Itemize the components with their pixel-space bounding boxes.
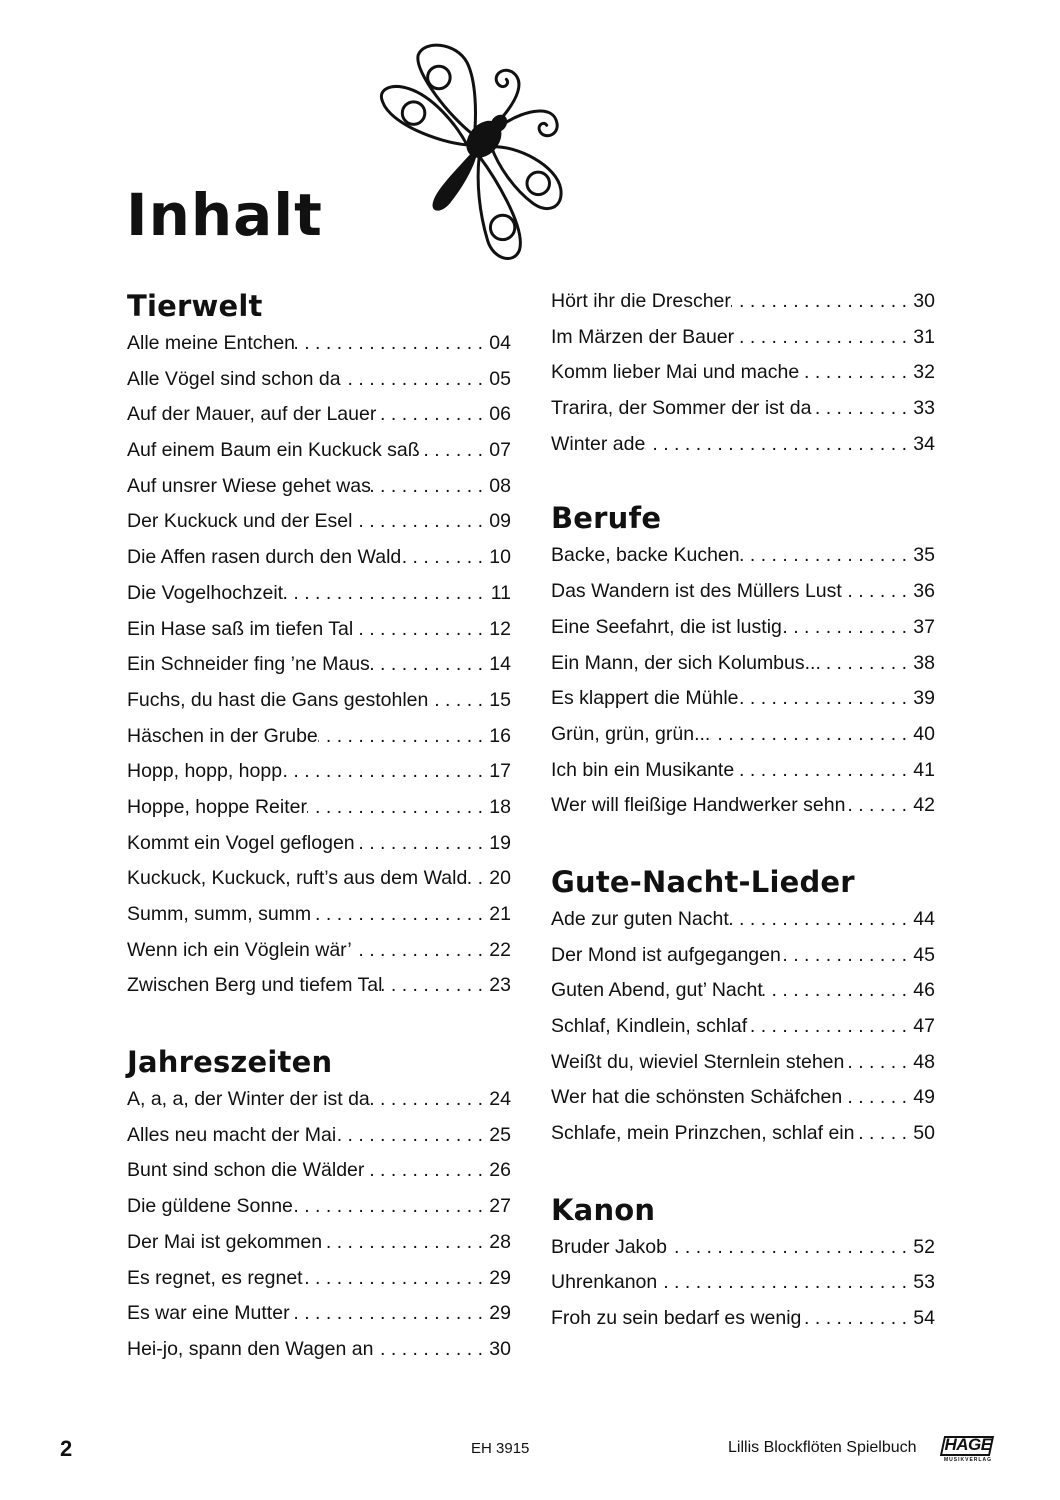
dot-leader	[782, 610, 911, 646]
page-title: Inhalt	[126, 181, 323, 249]
entry-page-number: 32	[913, 361, 935, 384]
entry-title: Backe, backe Kuchen	[551, 544, 740, 567]
dot-leader	[282, 754, 487, 790]
entry-title: Hört ihr die Drescher	[551, 290, 731, 312]
toc-section-kanon	[551, 1190, 935, 1337]
toc-entry[interactable]	[127, 1153, 511, 1189]
dot-leader	[307, 790, 487, 826]
entry-title: Guten Abend, gut’ Nacht	[551, 979, 763, 1002]
entry-page-number: 21	[489, 903, 511, 925]
entry-title: Alle meine Entchen	[127, 332, 296, 354]
entry-page-number: 14	[489, 653, 511, 676]
entry-page-number: 29	[489, 1302, 511, 1325]
publisher-name: HAGE	[944, 1435, 992, 1454]
entry-title: Bunt sind schon die Wälder	[127, 1159, 365, 1182]
toc-entry[interactable]	[127, 326, 511, 362]
entry-page-number: 52	[913, 1235, 935, 1258]
entry-page-number: 18	[489, 795, 511, 818]
entry-page-number: 46	[913, 979, 935, 1002]
toc-entry[interactable]	[127, 683, 511, 719]
dot-leader	[799, 355, 911, 391]
entry-title: Häschen in der Grube	[127, 724, 318, 747]
entry-title: Es klappert die Mühle	[551, 687, 739, 710]
entry-title: Hopp, hopp, hopp	[127, 760, 283, 783]
entry-title: Wer hat die schönsten Schäfchen	[551, 1086, 843, 1109]
dot-leader	[295, 326, 487, 362]
dot-leader	[842, 574, 911, 610]
section-heading: Gute-Nacht-Lieder	[551, 864, 855, 899]
entry-title: Die Affen rasen durch den Wald	[127, 546, 402, 569]
dot-leader	[352, 504, 487, 540]
dot-leader	[821, 646, 911, 682]
entry-page-number: 04	[489, 332, 511, 354]
publisher-logo	[940, 1436, 996, 1466]
toc-entry[interactable]	[127, 826, 511, 862]
entry-title: Eine Seefahrt, die ist lustig	[551, 615, 782, 638]
entry-page-number: 06	[489, 403, 511, 426]
section-heading: Berufe	[551, 501, 662, 536]
toc-section-jahreszeiten	[127, 1042, 511, 1368]
entry-title: Ein Schneider fing ’ne Maus	[127, 653, 370, 676]
toc-entry[interactable]	[551, 284, 935, 320]
entry-title: Alle Vögel sind schon da	[127, 367, 341, 390]
entry-page-number: 22	[489, 938, 511, 961]
entry-page-number: 34	[913, 432, 935, 455]
toc-entry[interactable]	[127, 397, 511, 433]
toc-entry[interactable]	[127, 1296, 511, 1332]
toc-entry[interactable]	[127, 647, 511, 683]
dot-leader	[842, 1080, 911, 1116]
entry-page-number: 26	[489, 1159, 511, 1182]
entry-page-number: 33	[913, 397, 935, 420]
entry-title: Es regnet, es regnet	[127, 1266, 303, 1289]
entry-title: Zwischen Berg und tiefem Tal	[127, 974, 383, 997]
entry-title: Hoppe, hoppe Reiter	[127, 795, 307, 818]
entry-page-number: 12	[489, 617, 511, 640]
section-heading: Tierwelt	[127, 289, 263, 323]
toc-entry[interactable]	[551, 538, 935, 574]
toc-entry[interactable]	[127, 1189, 511, 1225]
publisher-subtitle: MUSIKVERLAG	[944, 1457, 992, 1463]
entry-page-number: 40	[913, 722, 935, 745]
dot-leader	[401, 540, 487, 576]
toc-entry[interactable]	[127, 933, 511, 969]
entry-page-number: 39	[913, 687, 935, 710]
toc-entry[interactable]	[551, 681, 935, 717]
dot-leader	[667, 1230, 911, 1266]
entry-page-number: 15	[489, 688, 511, 711]
dot-leader	[371, 469, 487, 505]
entry-title: Der Kuckuck und der Esel	[127, 510, 353, 533]
entry-page-number: 37	[913, 615, 935, 638]
dot-leader	[734, 753, 911, 789]
toc-entry[interactable]	[551, 391, 935, 427]
toc-entry[interactable]	[127, 968, 511, 1004]
toc-entry[interactable]	[551, 788, 935, 824]
entry-title: Uhrenkanon	[551, 1271, 658, 1294]
toc-entry[interactable]	[551, 1045, 935, 1081]
dot-leader	[376, 397, 487, 433]
toc-entry[interactable]	[127, 1332, 511, 1368]
entry-title: Ein Hase saß im tiefen Tal	[127, 617, 354, 640]
dot-leader	[729, 902, 911, 938]
entry-title: Fuchs, du hast die Gans gestohlen	[127, 688, 429, 711]
entry-page-number: 41	[913, 758, 935, 781]
toc-entry[interactable]	[551, 574, 935, 610]
entry-page-number: 19	[489, 831, 511, 854]
dot-leader	[801, 1301, 911, 1337]
entry-title: Wer will fleißige Handwerker sehn	[551, 794, 846, 817]
entry-title: Wenn ich ein Vöglein wär’	[127, 938, 352, 961]
entry-page-number: 11	[490, 581, 511, 604]
dot-leader	[303, 1261, 487, 1297]
entry-title: Der Mond ist aufgegangen	[551, 943, 781, 966]
toc-entry[interactable]	[551, 1009, 935, 1045]
page-number: 2	[60, 1436, 73, 1461]
entry-page-number: 35	[913, 544, 935, 567]
entry-title: A, a, a, der Winter der ist da	[127, 1088, 370, 1111]
toc-entry[interactable]	[127, 754, 511, 790]
entry-page-number: 05	[489, 367, 511, 390]
entry-title: Schlaf, Kindlein, schlaf	[551, 1015, 748, 1037]
dot-leader	[740, 538, 911, 574]
entry-title: Froh zu sein bedarf es wenig	[551, 1307, 802, 1330]
entry-title: Auf einem Baum ein Kuckuck saß	[127, 439, 420, 462]
toc-entry[interactable]	[551, 1265, 935, 1301]
toc-entry[interactable]	[551, 646, 935, 682]
entry-title: Es war eine Mutter	[127, 1302, 290, 1325]
entry-title: Auf unsrer Wiese gehet was	[127, 474, 371, 497]
toc-entry[interactable]	[551, 427, 935, 463]
entry-title: Schlafe, mein Prinzchen, schlaf ein	[551, 1122, 855, 1145]
toc-entry[interactable]	[127, 362, 511, 398]
toc-entry[interactable]	[127, 433, 511, 469]
entry-page-number: 09	[489, 510, 511, 533]
dot-leader	[645, 427, 911, 463]
dot-leader	[355, 826, 487, 862]
entry-page-number: 24	[489, 1088, 511, 1111]
dot-leader	[293, 1189, 487, 1225]
toc-section-gute-nacht-lieder	[551, 862, 935, 1152]
entry-title: Weißt du, wieviel Sternlein stehen	[551, 1050, 845, 1073]
dot-leader	[364, 1153, 487, 1189]
dot-leader	[747, 1009, 911, 1045]
entry-page-number: 38	[913, 651, 935, 674]
catalog-code: EH 3915	[471, 1440, 530, 1457]
toc-entry[interactable]	[127, 861, 511, 897]
section-heading: Jahreszeiten	[127, 1045, 333, 1080]
entry-page-number: 49	[913, 1086, 935, 1109]
toc-entry[interactable]	[551, 902, 935, 938]
dot-leader	[763, 973, 911, 1009]
toc-entry[interactable]	[127, 504, 511, 540]
toc-entry[interactable]	[551, 1080, 935, 1116]
dot-leader	[855, 1116, 912, 1152]
toc-right-column	[551, 284, 935, 1337]
entry-page-number: 31	[913, 325, 935, 348]
entry-title: Grün, grün, grün...	[551, 722, 711, 745]
toc-entry[interactable]	[551, 1116, 935, 1152]
entry-page-number: 16	[489, 724, 511, 747]
entry-title: Alles neu macht der Mai	[127, 1123, 337, 1146]
toc-entry[interactable]	[551, 1301, 935, 1337]
toc-entry[interactable]	[127, 576, 511, 612]
entry-page-number: 47	[913, 1015, 935, 1037]
entry-page-number: 25	[489, 1123, 511, 1146]
entry-title: Ade zur guten Nacht	[551, 907, 729, 930]
toc-entry[interactable]	[551, 973, 935, 1009]
entry-page-number: 54	[913, 1307, 935, 1330]
toc-entry[interactable]	[551, 753, 935, 789]
toc-entry[interactable]	[127, 790, 511, 826]
book-title: Lillis Blockflöten Spielbuch	[728, 1439, 917, 1456]
dot-leader	[353, 612, 487, 648]
entry-page-number: 53	[913, 1271, 935, 1294]
dot-leader	[467, 861, 487, 897]
entry-title: Bruder Jakob	[551, 1235, 667, 1258]
toc-entry[interactable]	[127, 1261, 511, 1297]
entry-page-number: 07	[489, 439, 511, 462]
toc-entry[interactable]	[551, 1230, 935, 1266]
toc-entry[interactable]	[127, 897, 511, 933]
dot-leader	[382, 968, 487, 1004]
toc-entry[interactable]	[551, 717, 935, 753]
toc-entry[interactable]	[551, 938, 935, 974]
entry-title: Ein Mann, der sich Kolumbus...	[551, 651, 821, 674]
entry-page-number: 30	[913, 290, 935, 312]
dot-leader	[283, 576, 487, 612]
entry-page-number: 30	[489, 1337, 511, 1360]
entry-page-number: 10	[489, 546, 511, 569]
toc-continued-entries	[551, 284, 935, 462]
entry-title: Im Märzen der Bauer	[551, 325, 735, 348]
entry-title: Kuckuck, Kuckuck, ruft’s aus dem Wald	[127, 867, 468, 890]
toc-section-berufe	[551, 498, 935, 824]
dot-leader	[710, 717, 911, 753]
entry-page-number: 44	[913, 907, 935, 930]
toc-entry[interactable]	[551, 610, 935, 646]
dot-leader	[657, 1265, 911, 1301]
dot-leader	[734, 320, 911, 356]
dragonfly-icon	[362, 34, 587, 269]
entry-title: Auf der Mauer, auf der Lauer	[127, 403, 377, 426]
toc-left-column	[127, 286, 511, 1368]
entry-page-number: 28	[489, 1230, 511, 1253]
dot-leader	[844, 1045, 911, 1081]
dot-leader	[811, 391, 911, 427]
dot-leader	[322, 1225, 487, 1261]
dot-leader	[428, 683, 487, 719]
entry-page-number: 20	[489, 867, 511, 890]
dot-leader	[781, 938, 911, 974]
toc-entry[interactable]	[127, 469, 511, 505]
entry-page-number: 45	[913, 943, 935, 966]
section-heading: Kanon	[551, 1192, 656, 1227]
entry-title: Die Vogelhochzeit	[127, 581, 284, 604]
dot-leader	[739, 681, 911, 717]
toc-entry[interactable]	[127, 719, 511, 755]
entry-title: Winter ade	[551, 432, 646, 455]
entry-title: Summ, summ, summ	[127, 903, 312, 925]
toc-entry[interactable]	[127, 612, 511, 648]
entry-title: Komm lieber Mai und mache	[551, 361, 800, 384]
dot-leader	[420, 433, 487, 469]
entry-page-number: 17	[489, 760, 511, 783]
entry-title: Ich bin ein Musikante	[551, 758, 735, 781]
entry-page-number: 29	[489, 1266, 511, 1289]
entry-title: Der Mai ist gekommen	[127, 1230, 323, 1253]
entry-page-number: 42	[913, 794, 935, 817]
entry-title: Die güldene Sonne	[127, 1195, 293, 1218]
toc-entry[interactable]	[551, 320, 935, 356]
toc-entry[interactable]	[127, 1118, 511, 1154]
entry-page-number: 23	[489, 974, 511, 997]
toc-entry[interactable]	[127, 540, 511, 576]
dot-leader	[373, 1332, 487, 1368]
entry-page-number: 36	[913, 580, 935, 603]
dot-leader	[370, 647, 487, 683]
toc-entry[interactable]	[551, 355, 935, 391]
dot-leader	[352, 933, 487, 969]
entry-page-number: 48	[913, 1050, 935, 1073]
toc-entry[interactable]	[127, 1225, 511, 1261]
entry-page-number: 27	[489, 1195, 511, 1218]
page-footer	[0, 1436, 1060, 1466]
entry-page-number: 08	[489, 474, 511, 497]
entry-page-number: 50	[913, 1122, 935, 1145]
entry-title: Das Wandern ist des Müllers Lust	[551, 580, 842, 603]
dot-leader	[290, 1296, 487, 1332]
dot-leader	[336, 1118, 487, 1154]
dot-leader	[341, 362, 487, 398]
entry-title: Trarira, der Sommer der ist da	[551, 397, 812, 420]
dot-leader	[318, 719, 487, 755]
entry-title: Hei-jo, spann den Wagen an	[127, 1337, 374, 1360]
dot-leader	[845, 788, 911, 824]
entry-title: Kommt ein Vogel geflogen	[127, 831, 355, 854]
dot-leader	[370, 1082, 487, 1118]
dot-leader	[731, 284, 911, 320]
dot-leader	[311, 897, 487, 933]
toc-section-tierwelt	[127, 286, 511, 1004]
toc-entry[interactable]	[127, 1082, 511, 1118]
